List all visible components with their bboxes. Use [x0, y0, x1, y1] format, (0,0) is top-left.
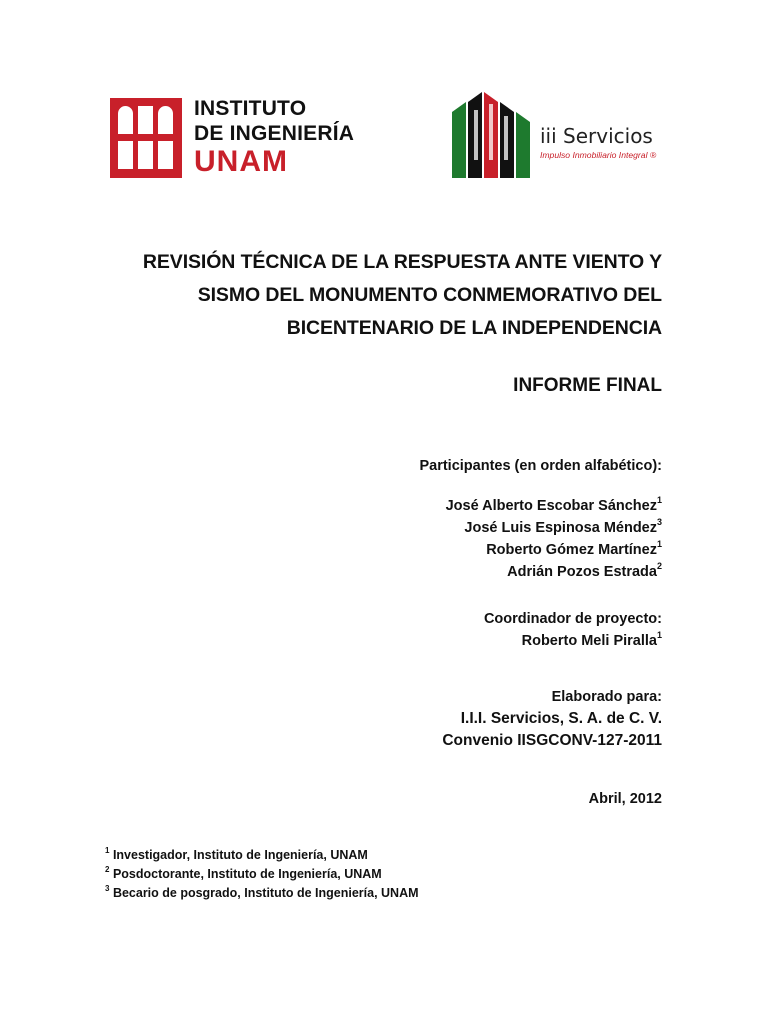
participants-heading [419, 455, 662, 477]
footnote-text: Investigador, Instituto de Ingeniería, UNAM [112, 848, 368, 862]
participant-name-text: José Alberto Escobar Sánchez [445, 498, 657, 514]
agreement-number: Convenio IISGCONV-127-2011 [442, 732, 662, 749]
document-date-text: Abril, 2012 [588, 791, 662, 807]
participant-name-text: José Luis Espinosa Méndez [464, 520, 657, 536]
logo-line-instituto: INSTITUTO [194, 97, 307, 120]
iii-servicios-tagline: Impulso Inmobiliario Integral ® [540, 150, 657, 160]
participant-name [446, 517, 662, 539]
footnote-mark: 1 [656, 495, 662, 505]
participant-name-text: Adrián Pozos Estrada [507, 564, 657, 580]
footnote-mark: 1 [656, 630, 662, 640]
logo-line-ingenieria: DE INGENIERÍA [194, 122, 355, 145]
unam-logo-mark [110, 98, 182, 178]
participant-name [446, 495, 662, 517]
title-line-3: BICENTENARIO DE LA INDEPENDENCIA [286, 317, 662, 339]
participant-name [446, 539, 662, 561]
coordinator-name [484, 630, 662, 652]
iii-servicios-logo [452, 90, 672, 182]
footnote-mark: 2 [656, 561, 662, 571]
document-title [110, 246, 662, 345]
instituto-ingenieria-logo [110, 98, 360, 180]
participant-name [446, 561, 662, 583]
logo-line-unam: UNAM [194, 145, 288, 178]
participants-heading-text: Participantes (en orden alfabético): [419, 458, 662, 474]
footnote-text: Becario de posgrado, Instituto de Ingeniería, UNAM [112, 886, 419, 900]
prepared-for-heading: Elaborado para: [551, 689, 662, 705]
footnote [105, 884, 419, 903]
unam-logo-text [194, 96, 354, 178]
title-line-2: SISMO DEL MONUMENTO CONMEMORATIVO DEL [197, 284, 662, 306]
footnote-mark: 2 [105, 865, 110, 874]
report-type: INFORME FINAL [513, 375, 662, 396]
iii-servicios-mark [452, 90, 536, 182]
coordinator-name-text: Roberto Meli Piralla [521, 633, 657, 649]
coordinator-heading: Coordinador de proyecto: [483, 611, 662, 627]
footnote-mark: 3 [105, 884, 110, 893]
footnote-mark: 3 [656, 517, 662, 527]
document-date [589, 788, 662, 810]
title-line-1: REVISIÓN TÉCNICA DE LA RESPUESTA ANTE VIENTO Y [142, 251, 662, 273]
iii-servicios-name: iii Servicios [540, 124, 653, 148]
footnotes [105, 846, 419, 903]
footnote-text: Posdoctorante, Instituto de Ingeniería, UNAM [112, 867, 382, 881]
footnote [105, 865, 419, 884]
footnote [105, 846, 419, 865]
participant-name-text: Roberto Gómez Martínez [486, 542, 657, 558]
footnote-mark: 1 [656, 539, 662, 549]
participants-list [446, 495, 662, 583]
prepared-for-block [442, 686, 662, 752]
client-name: I.I.I. Servicios, S. A. de C. V. [460, 710, 662, 727]
footnote-mark: 1 [105, 846, 110, 855]
coordinator-block [484, 608, 662, 652]
